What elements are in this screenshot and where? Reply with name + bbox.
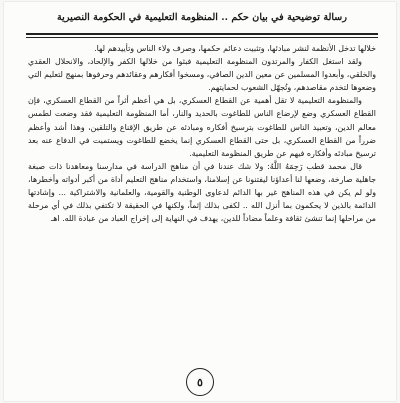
header-rule-thin bbox=[26, 37, 378, 38]
paragraph-2: ولقد استغل الكفار والمرتدون المنظومة التعليمية فبثوا من خلالها الكفر والإلحاد، والانحلال العقدي والخلقي، وأبعدوا المسلمين عن معين الدين الصافي، ومسخوا أفكارهم وعقائدهم وحرفوها بمنهج لتعليم التي وضعوها لتخدم مقاصدهم، وتُجهّل الشعوب لحمايتهم. bbox=[28, 57, 376, 93]
paragraph-4-quote: قال محمد قطب رَحِمَهُ اللَّهُ: ولا شك عندنا في أن مناهج الدراسة في مدارسنا ومعاهدنا ذات صبغة جاهلية صارخة، وضعها لنا أعداؤنا ليفتنونا عن إسلامنا، واستخدام مناهج التعليم أداة من أكبر أدواته وأخطرها، ولو لم يكن في هذه المناهج غير بها الدائم لدعاوى الوطنية والقومية، والعلمانية والاشتراكية ... وإشادتها الدائمة بالذين لا يحكمون بما أنزل الله .. لكفى بذلك إثماً، ولكنها في الحقيقة لا تكتفي بذلك في أي مرحلة من مراحلها إنما تنشئ ثقافة وعلماً مضاداً للدين، يهدف في النهاية إلى إخراج العباد من عبادة الله. اهـ bbox=[28, 161, 376, 224]
paragraph-1: خلالها تدخل الأنظمة لنشر مبادئها، وتثبيت دعائم حكمها، وصرف ولاء الناس وتأييدهم لها. bbox=[94, 44, 376, 53]
running-header: رسالة توضيحية في بيان حكم .. المنظومة التعليمية في الحكومة النصيرية bbox=[57, 12, 347, 23]
paragraph-3: والمنظومة التعليمية لا تقل أهمية عن القطاع العسكري، بل هي أعظم أثراً من القطاع العسكري، فإن القطاع العسكري وضع لإرضاع الناس للطاغوت بالحديد والنار، أما المنظومة التعليمية فقد وضعت لطمس معالم الدين، وتعبيد الناس للطاغوت بترسيخ أفكاره ومبادئه عن طريق الإقناع والتلقين، وهذا أشد وأعظم ضرراً من القطاع العسكري، بل حتى القطاع العسكري إنما يخضع للطاغوت ويستميت في الدفاع عنه بعد ترسيخ مبادئه وأفكاره فيهم عن طريق المنظومة التعليمية. bbox=[28, 96, 376, 158]
header-rule-thick bbox=[26, 33, 378, 35]
page-number: ٥ bbox=[186, 368, 214, 396]
document-page bbox=[4, 2, 396, 401]
body-text bbox=[28, 42, 376, 348]
